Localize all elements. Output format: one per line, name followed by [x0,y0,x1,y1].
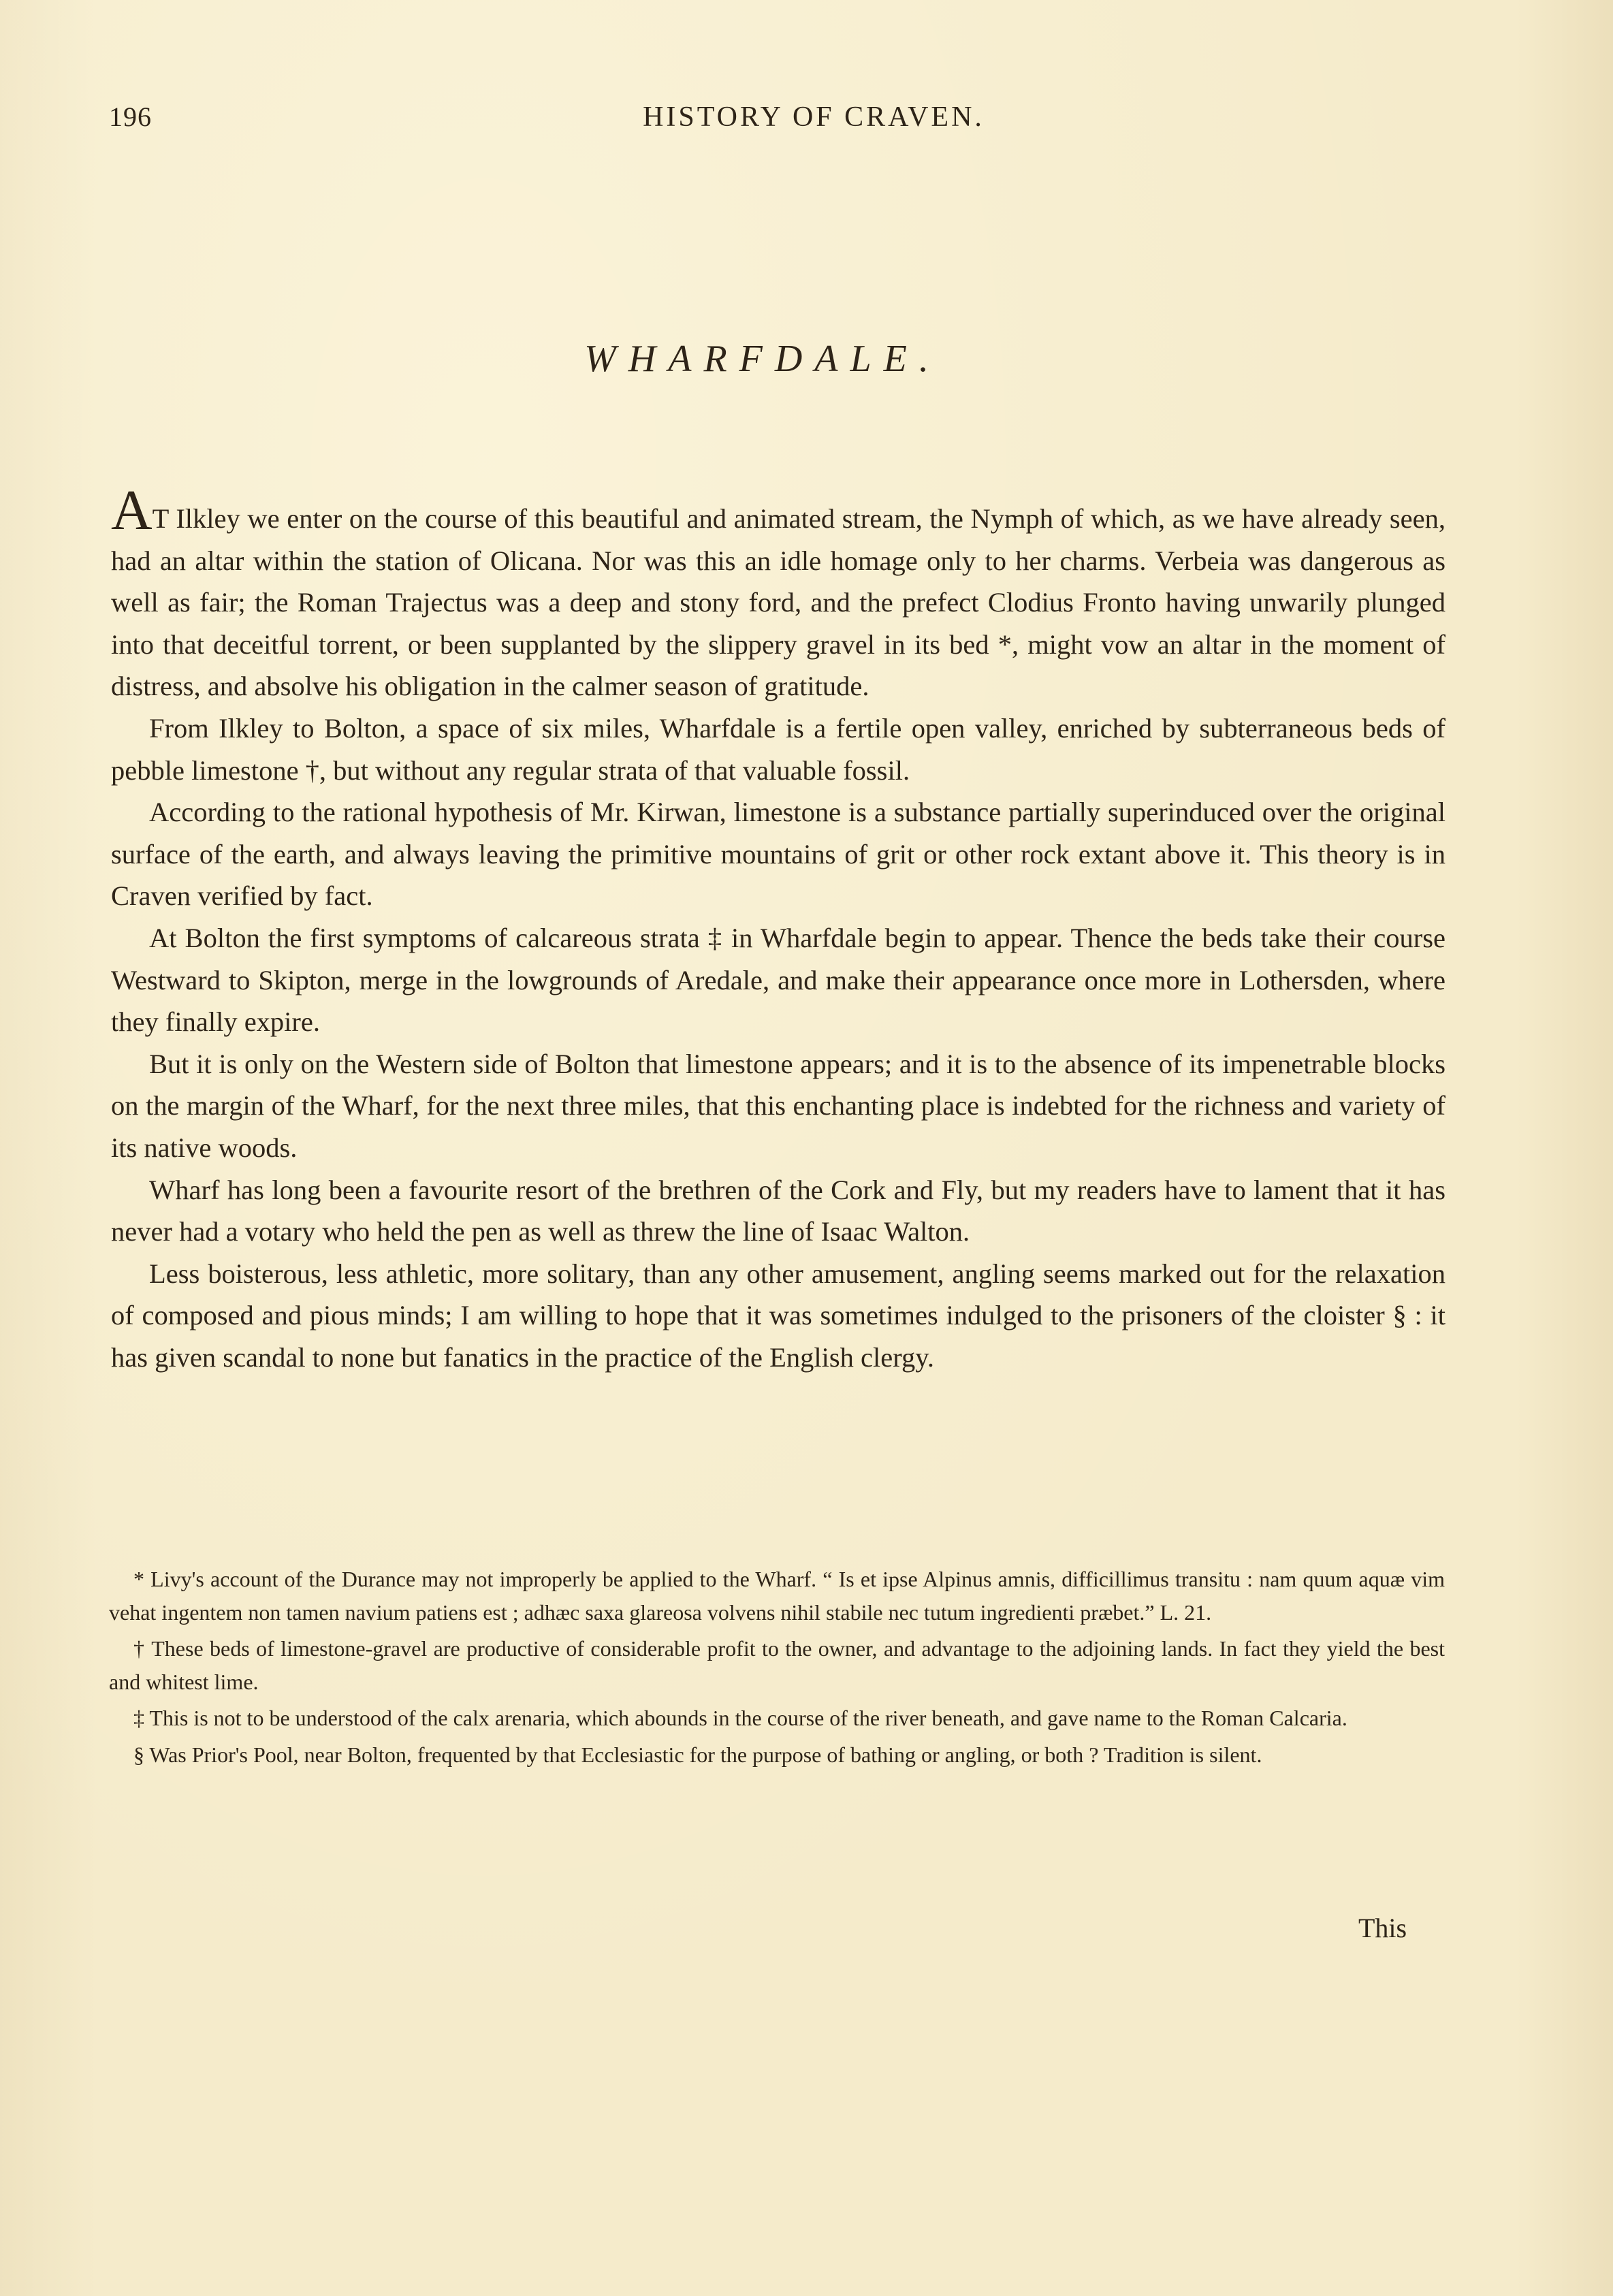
running-title: HISTORY OF CRAVEN. [643,101,985,133]
paragraph-1-text: T Ilkley we enter on the course of this beautiful and animated stream, the Nymph of which, as we have already seen, had an altar within the station of Olicana. Nor was this an idle homage only to her charms. Verbeia was dangerous as well as fair; the Roman Trajectus was a deep and stony ford, and the prefect Clodius Fronto having unwarily plunged into that deceitful torrent, or been supplanted by the slippery gravel in its bed *, might vow an altar in the moment of distress, and absolve his obligation in the calmer season of gratitude. [111,503,1446,702]
footnote-2: † These beds of limestone-gravel are productive of considerable profit to the owner, and advantage to the adjoining lands. In fact they yield the best and whitest lime. [109,1636,1445,1694]
section-title: WHARFDALE. [584,338,941,380]
paragraph-4: At Bolton the first symptoms of calcareous strata ‡ in Wharfdale begin to appear. Thence the beds take their course Westward to Skipton, merge in the lowgrounds of Aredale, and make their appearance once more in Lothersden, where they finally expire. [111,922,1446,1038]
paragraph-6: Wharf has long been a favourite resort of the brethren of the Cork and Fly, but my readers have to lament that it has never had a votary who held the pen as well as threw the line of Isaac Walton. [111,1174,1446,1247]
footnote-1: * Livy's account of the Durance may not improperly be applied to the Wharf. “ Is et ipse Alpinus amnis, difficillimus transitu : nam quum aquæ vim vehat ingentem non tamen navium patiens est ; adhæc saxa glareosa volvens nihil stabile nec tutum ingredienti præbet.” L. 21. [109,1567,1445,1625]
running-head [109,101,1437,142]
drop-cap: A [111,479,153,542]
footnotes [109,1563,1445,1774]
page-number: 196 [109,101,152,132]
body-text [111,479,1446,1378]
paragraph-3: According to the rational hypothesis of Mr. Kirwan, limestone is a substance partially superinduced over the original surface of the earth, and always leaving the primitive mountains of grit or other rock extant above it. This theory is in Craven verified by fact. [111,797,1446,912]
paragraph-7: Less boisterous, less athletic, more solitary, than any other amusement, angling seems marked out for the relaxation of composed and pious minds; I am willing to hope that it was sometimes indulged to the prisoners of the cloister § : it has given scandal to none but fanatics in the practice of the English clergy. [111,1258,1446,1373]
catchword: This [1358,1913,1407,1943]
footnote-4: § Was Prior's Pool, near Bolton, frequented by that Ecclesiastic for the purpose of bathing or angling, or both ? Tradition is silent. [133,1742,1262,1767]
paragraph-5: But it is only on the Western side of Bolton that limestone appears; and it is to the absence of its impenetrable blocks on the margin of the Wharf, for the next three miles, that this enchanting place is indebted for the richness and variety of its native woods. [111,1048,1446,1163]
paragraph-1 [111,479,1446,707]
paragraph-2: From Ilkley to Bolton, a space of six miles, Wharfdale is a fertile open valley, enriched by subterraneous beds of pebble limestone †, but without any regular strata of that valuable fossil. [111,712,1446,786]
footnote-3: ‡ This is not to be understood of the calx arenaria, which abounds in the course of the river beneath, and gave name to the Roman Calcaria. [133,1706,1347,1730]
